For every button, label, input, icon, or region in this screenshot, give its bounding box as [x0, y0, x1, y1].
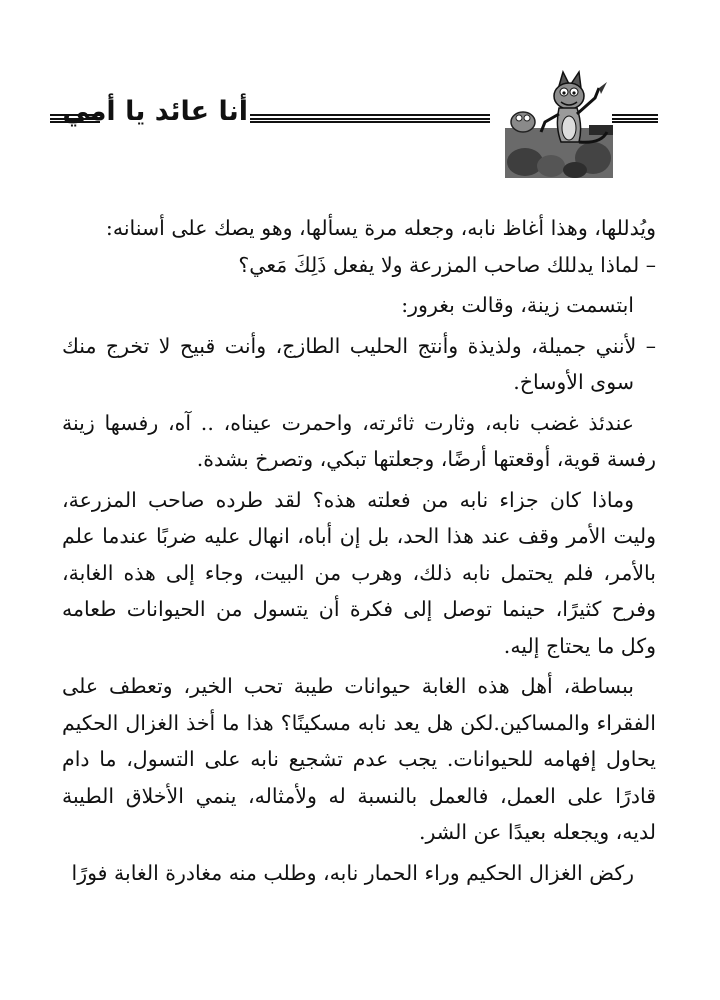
paragraph-3: عندئذ غضب نابه، وثارت ثائرته، واحمرت عيناه، .. آه، رفسها زينة رفسة قوية، أوقعتها أرضًا، وجعلتها تبكي، وتصرخ بشدة. [62, 410, 656, 471]
chapter-header [0, 70, 720, 180]
paragraph-1: ويُدللها، وهذا أغاظ نابه، وجعله مرة يسألها، وهو يصك على أسنانه: [105, 216, 656, 240]
paragraph-2: ابتسمت زينة، وقالت بغرور: [401, 293, 634, 317]
dialog-line-2: – لأنني جميلة، ولذيذة وأنتج الحليب الطازج، وأنت قبيح لا تخرج منك سوى الأوساخ. [62, 333, 656, 394]
paragraph-5: ببساطة، أهل هذه الغابة حيوانات طيبة تحب الخير، وتعطف على الفقراء والمساكين.لكن هل يعد نابه مسكينًا؟ هذا ما أخذ الغزال الحكيم يحاول إفهامه للحيوانات. يجب عدم تشجيع نابه على التسول، ما دام قادرًا على العمل، فالعمل بالنسبة له ولأمثاله، ينمي الأخلاق الطيبة لديه، ويجعله بعيدًا عن الشر. [62, 674, 656, 844]
cartoon-animals-illustration-icon [505, 70, 613, 178]
story-text [62, 210, 656, 891]
dialog-line-1: – لماذا يدللك صاحب المزرعة ولا يفعل ذَلِكَ مَعي؟ [238, 252, 656, 277]
chapter-title: أنا عائد يا أمي [62, 96, 248, 127]
paragraph-4: وماذا كان جزاء نابه من فعلته هذه؟ لقد طرده صاحب المزرعة، وليت الأمر وقف عند هذا الحد، بل إن أباه، انهال عليه ضربًا عندما علم بالأمر، فلم يحتمل نابه ذلك، وهرب من البيت، وجاء إلى هذه الغابة، وفرح كثيرًا، حينما توصل إلى فكرة أن يتسول من الحيوانات طعامه وكل ما يحتاج إليه. [62, 487, 656, 658]
decorative-rule-right [612, 114, 658, 123]
paragraph-6: ركض الغزال الحكيم وراء الحمار نابه، وطلب منه مغادرة الغابة فورًا [71, 860, 634, 885]
decorative-rule-middle [250, 114, 490, 123]
